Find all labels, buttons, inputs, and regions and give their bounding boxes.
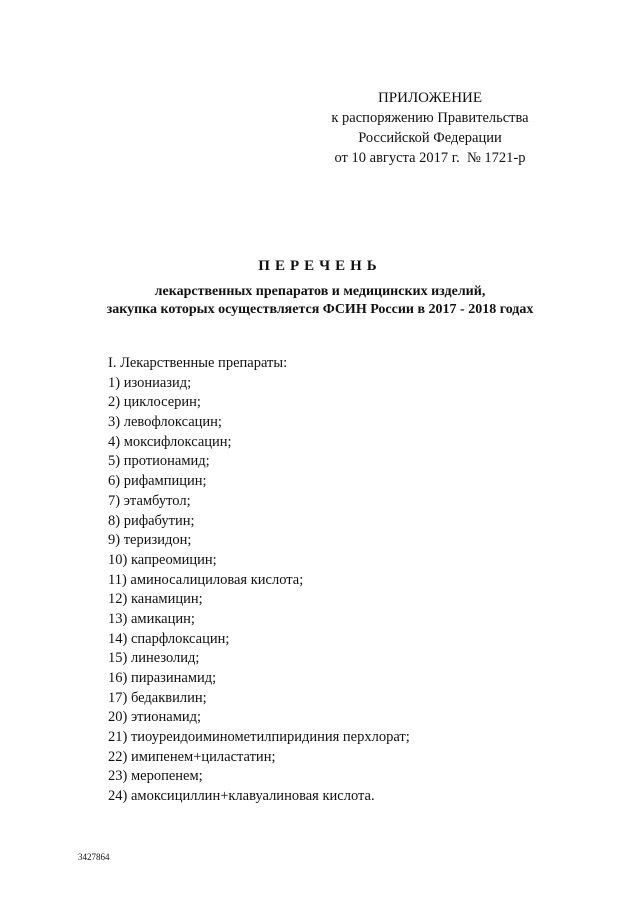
list-item: 13) амикацин; — [108, 610, 195, 627]
subtitle-line-2: закупка которых осуществляется ФСИН России в 2017 - 2018 годах — [106, 302, 534, 317]
appendix-date: от 10 августа 2017 г. — [334, 150, 467, 166]
drug-list — [108, 374, 568, 807]
list-item: 1) изониазид; — [108, 374, 192, 391]
appendix-line-2: Российской Федерации — [358, 130, 502, 146]
list-item: 14) спарфлоксацин; — [108, 630, 230, 647]
appendix-date-line — [300, 148, 560, 168]
list-item: 16) пиразинамид; — [108, 670, 217, 686]
list-item: 22) имипенем+циластатин; — [108, 748, 276, 765]
appendix-number: № 1721-р — [466, 150, 526, 166]
list-item: 7) этамбутол; — [108, 492, 191, 509]
list-item: 21) тиоуреидоиминометилпиридиния перхлорат; — [108, 729, 410, 746]
list-item: 24) амоксициллин+клавуалиновая кислота. — [108, 788, 375, 805]
list-item: 17) бедаквилин; — [108, 689, 207, 706]
list-item: 3) левофлоксацин; — [108, 414, 222, 431]
list-item: 10) капреомицин; — [108, 551, 217, 568]
list-item: 11) аминосалициловая кислота; — [108, 571, 304, 588]
list-item: 2) циклосерин; — [108, 394, 201, 411]
appendix-block — [300, 88, 560, 168]
appendix-heading: ПРИЛОЖЕНИЕ — [377, 90, 483, 106]
list-item: 20) этионамид; — [108, 709, 202, 726]
list-item: 9) теризидон; — [108, 532, 192, 549]
list-item: 15) линезолид; — [108, 650, 200, 667]
document-code: 3427864 — [78, 852, 110, 862]
list-item: 23) меропенем; — [108, 768, 203, 785]
list-item: 5) протионамид; — [108, 453, 210, 470]
subtitle-line-1: лекарственных препаратов и медицинских изделий, — [154, 284, 486, 299]
appendix-line-1: к распоряжению Правительства — [331, 110, 529, 126]
list-item: 12) канамицин; — [108, 591, 203, 608]
list-item: 6) рифампицин; — [108, 473, 207, 490]
document-title: ПЕРЕЧЕНЬ — [258, 258, 382, 274]
list-item: 4) моксифлоксацин; — [108, 433, 232, 450]
drug-list-section — [108, 354, 568, 807]
section-heading: I. Лекарственные препараты: — [108, 355, 288, 371]
list-item: 8) рифабутин; — [108, 512, 195, 529]
document-subtitle — [0, 283, 640, 319]
